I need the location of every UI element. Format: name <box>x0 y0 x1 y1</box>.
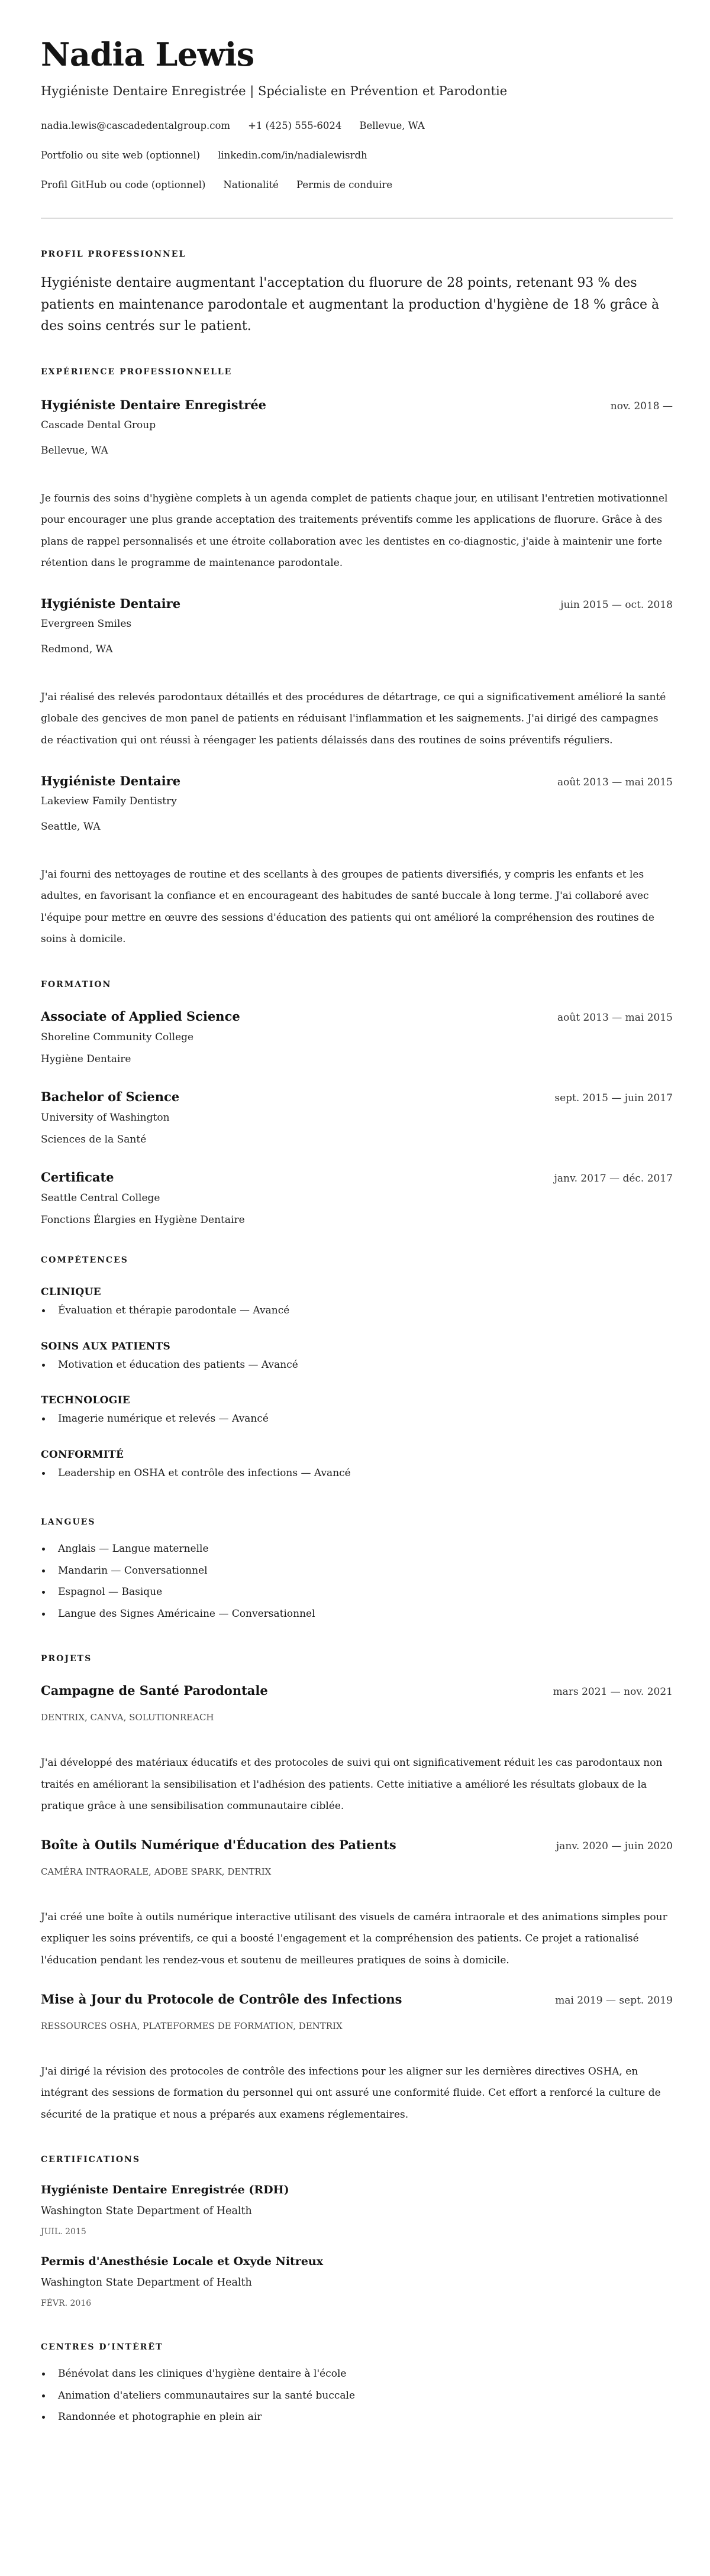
entry-dates: sept. 2015 — juin 2017 <box>554 1092 673 1105</box>
certification-entry <box>41 2182 673 2238</box>
certification-title: Permis d'Anesthésie Locale et Oxyde Nitreux <box>41 2255 324 2268</box>
school-name: University of Washington <box>41 1112 170 1124</box>
education-entry <box>41 1008 673 1067</box>
field-of-study: Hygiène Dentaire <box>41 1053 131 1066</box>
school-name: Shoreline Community College <box>41 1031 194 1044</box>
education-section <box>41 979 673 1228</box>
entry-dates: mars 2021 — nov. 2021 <box>553 1686 673 1698</box>
skill-category: CLINIQUE <box>41 1286 101 1299</box>
section-heading: PROFIL PROFESSIONNEL <box>41 250 186 259</box>
field-of-study: Sciences de la Santé <box>41 1134 147 1146</box>
entry-header <box>41 397 673 415</box>
entry-header <box>41 1682 673 1700</box>
language-item: Anglais — Langue maternelle <box>41 1538 673 1560</box>
entry-dates: août 2013 — mai 2015 <box>557 776 673 788</box>
contact-row <box>41 119 673 133</box>
certification-issuer: Washington State Department of Health <box>41 2205 252 2218</box>
entry-dates: janv. 2020 — juin 2020 <box>556 1840 673 1852</box>
skill-item: Motivation et éducation des patients — Avancé <box>41 1354 673 1376</box>
certification-entry <box>41 2254 673 2309</box>
certifications-section <box>41 2154 673 2309</box>
candidate-title: Hygiéniste Dentaire Enregistrée | Spécialiste en Prévention et Parodontie <box>41 84 508 98</box>
project-title: Mise à Jour du Protocole de Contrôle des Infections <box>41 1991 402 2007</box>
certification-date: FÉVR. 2016 <box>41 2299 92 2309</box>
project-title: Campagne de Santé Parodontale <box>41 1683 268 1698</box>
project-technologies: CAMÉRA INTRAORALE, ADOBE SPARK, DENTRIX <box>41 1866 272 1877</box>
skill-item: Imagerie numérique et relevés — Avancé <box>41 1408 673 1430</box>
entry-header <box>41 1169 673 1187</box>
candidate-name: Nadia Lewis <box>41 35 254 73</box>
entry-dates: nov. 2018 — <box>610 400 673 412</box>
project-technologies: DENTRIX, CANVA, SOLUTIONREACH <box>41 1712 214 1723</box>
section-heading: CENTRES D’INTÉRÊT <box>41 2342 163 2352</box>
project-technologies: RESSOURCES OSHA, PLATEFORMES DE FORMATION, DENTRIX <box>41 2020 343 2031</box>
interest-item: Animation d'ateliers communautaires sur la santé buccale <box>41 2385 673 2407</box>
project-description: J'ai créé une boîte à outils numérique interactive utilisant des visuels de caméra intraorale et des animations simples pour expliquer les soins préventifs, ce qui a boosté l'engagement et la compréhension des patients. Ce projet a rationalisé l'éducation pendant les rendez-vous et soutenu de meilleures pratiques de soins à domicile. <box>41 1911 667 1966</box>
job-entry <box>41 596 673 752</box>
entry-header <box>41 1089 673 1106</box>
job-entry <box>41 397 673 574</box>
degree-title: Certificate <box>41 1170 114 1185</box>
contact-linkedin[interactable]: linkedin.com/in/nadialewisrdh <box>218 150 367 161</box>
skill-list <box>41 1462 673 1484</box>
contact-email[interactable]: nadia.lewis@cascadedentalgroup.com <box>41 120 231 131</box>
job-description: Je fournis des soins d'hygiène complets à un agenda complet de patients chaque jour, en utilisant l'entretien motivationnel pour encourager une plus grande acceptation des traitements préventifs comme les applications de fluorure. Grâce à des plans de rappel personnalisés et une étroite collaboration avec les dentistes en co-diagnostic, j'aide à maintenir une forte rétention dans le programme de maintenance parodontale. <box>41 492 668 569</box>
entry-header <box>41 773 673 791</box>
skills-section <box>41 1254 673 1484</box>
job-description: J'ai fourni des nettoyages de routine et des scellants à des groupes de patients diversifiés, y compris les enfants et les adultes, en favorisant la confiance et en encourageant des habitudes de santé buccale à long terme. J'ai collaboré avec l'équipe pour mettre en œuvre des sessions d'éducation des patients qui ont amélioré la compréhension des routines de soins à domicile. <box>41 868 654 946</box>
job-company: Evergreen Smiles <box>41 617 132 630</box>
experience-section <box>41 366 673 951</box>
skill-item: Évaluation et thérapie parodontale — Avancé <box>41 1300 673 1322</box>
entry-header <box>41 1837 673 1855</box>
job-entry <box>41 773 673 950</box>
entry-dates: juin 2015 — oct. 2018 <box>560 598 673 611</box>
project-entry <box>41 1837 673 1972</box>
job-company: Lakeview Family Dentistry <box>41 795 177 807</box>
school-name: Seattle Central College <box>41 1192 160 1205</box>
contact-phone[interactable]: +1 (425) 555-6024 <box>248 120 342 131</box>
contact-location: Bellevue, WA <box>359 120 425 131</box>
entry-header <box>41 596 673 613</box>
resume-header <box>41 35 673 219</box>
interests-list <box>41 2363 673 2428</box>
skill-category: TECHNOLOGIE <box>41 1394 131 1407</box>
summary-text: Hygiéniste dentaire augmentant l'acceptation du fluorure de 28 points, retenant 93 % des patients en maintenance parodontale et augmentant la production d'hygiène de 18 % grâce à des soins centrés sur le patient. <box>41 276 660 334</box>
project-entry <box>41 1682 673 1817</box>
entry-dates: janv. 2017 — déc. 2017 <box>554 1173 673 1185</box>
contact-driving-license: Permis de conduire <box>296 179 393 190</box>
section-heading: COMPÉTENCES <box>41 1255 128 1266</box>
contact-row <box>41 178 673 192</box>
summary-section <box>41 248 673 338</box>
contact-nationality: Nationalité <box>223 179 279 190</box>
section-heading: FORMATION <box>41 980 112 990</box>
projects-section <box>41 1653 673 2125</box>
degree-title: Bachelor of Science <box>41 1089 180 1105</box>
job-location: Seattle, WA <box>41 820 101 833</box>
contact-row <box>41 148 673 163</box>
header-divider <box>41 218 673 219</box>
job-title: Hygiéniste Dentaire <box>41 773 181 788</box>
entry-dates: août 2013 — mai 2015 <box>557 1012 673 1024</box>
job-title: Hygiéniste Dentaire <box>41 596 181 611</box>
education-entry <box>41 1089 673 1147</box>
languages-section <box>41 1516 673 1624</box>
skill-list <box>41 1408 673 1430</box>
job-location: Bellevue, WA <box>41 444 108 457</box>
job-description: J'ai réalisé des relevés parodontaux détaillés et des procédures de détartrage, ce qui a significativement amélioré la santé globale des gencives de mon panel de patients en réduisant l'inflammation et les saignements. J'ai dirigé des campagnes de réactivation qui ont réussi à réengager les patients délaissés dans des routines de soins préventifs réguliers. <box>41 691 666 747</box>
skill-category: SOINS AUX PATIENTS <box>41 1340 171 1352</box>
project-description: J'ai développé des matériaux éducatifs et des protocoles de suivi qui ont significativement réduit les cas parodontaux non traités en améliorant la sensibilisation et l'adhésion des patients. Cette initiative a amélioré les résultats globaux de la pratique grâce à une sensibilisation communautaire ciblée. <box>41 1757 663 1813</box>
interest-item: Bénévolat dans les cliniques d'hygiène dentaire à l'école <box>41 2363 673 2385</box>
contact-github[interactable]: Profil GitHub ou code (optionnel) <box>41 179 206 190</box>
contact-portfolio[interactable]: Portfolio ou site web (optionnel) <box>41 150 201 161</box>
job-location: Redmond, WA <box>41 643 113 655</box>
interest-item: Randonnée et photographie en plein air <box>41 2406 673 2428</box>
entry-header <box>41 1008 673 1026</box>
language-item: Mandarin — Conversationnel <box>41 1560 673 1582</box>
skill-category: CONFORMITÉ <box>41 1448 124 1461</box>
certification-title: Hygiéniste Dentaire Enregistrée (RDH) <box>41 2183 289 2197</box>
interests-section <box>41 2341 673 2428</box>
skill-item: Leadership en OSHA et contrôle des infections — Avancé <box>41 1462 673 1484</box>
job-company: Cascade Dental Group <box>41 419 156 431</box>
field-of-study: Fonctions Élargies en Hygiène Dentaire <box>41 1214 245 1226</box>
certification-issuer: Washington State Department of Health <box>41 2277 252 2289</box>
section-heading: CERTIFICATIONS <box>41 2155 140 2165</box>
project-title: Boîte à Outils Numérique d'Éducation des Patients <box>41 1837 396 1852</box>
language-item: Espagnol — Basique <box>41 1581 673 1603</box>
degree-title: Associate of Applied Science <box>41 1009 240 1024</box>
skill-list <box>41 1354 673 1376</box>
languages-list <box>41 1538 673 1624</box>
skill-list <box>41 1300 673 1322</box>
education-entry <box>41 1169 673 1228</box>
certification-date: JUIL. 2015 <box>41 2227 86 2237</box>
project-entry <box>41 1991 673 2126</box>
language-item: Langue des Signes Américaine — Conversationnel <box>41 1603 673 1625</box>
entry-dates: mai 2019 — sept. 2019 <box>555 1994 673 2007</box>
job-title: Hygiéniste Dentaire Enregistrée <box>41 397 267 412</box>
section-heading: LANGUES <box>41 1517 96 1528</box>
project-description: J'ai dirigé la révision des protocoles de contrôle des infections pour les aligner sur les dernières directives OSHA, en intégrant des sessions de formation du personnel qui ont assuré une conformité fluide. Cet effort a renforcé la culture de sécurité de la pratique et nous a préparés aux examens réglementaires. <box>41 2065 661 2121</box>
section-heading: PROJETS <box>41 1654 92 1664</box>
entry-header <box>41 1991 673 2009</box>
section-heading: EXPÉRIENCE PROFESSIONNELLE <box>41 367 233 377</box>
